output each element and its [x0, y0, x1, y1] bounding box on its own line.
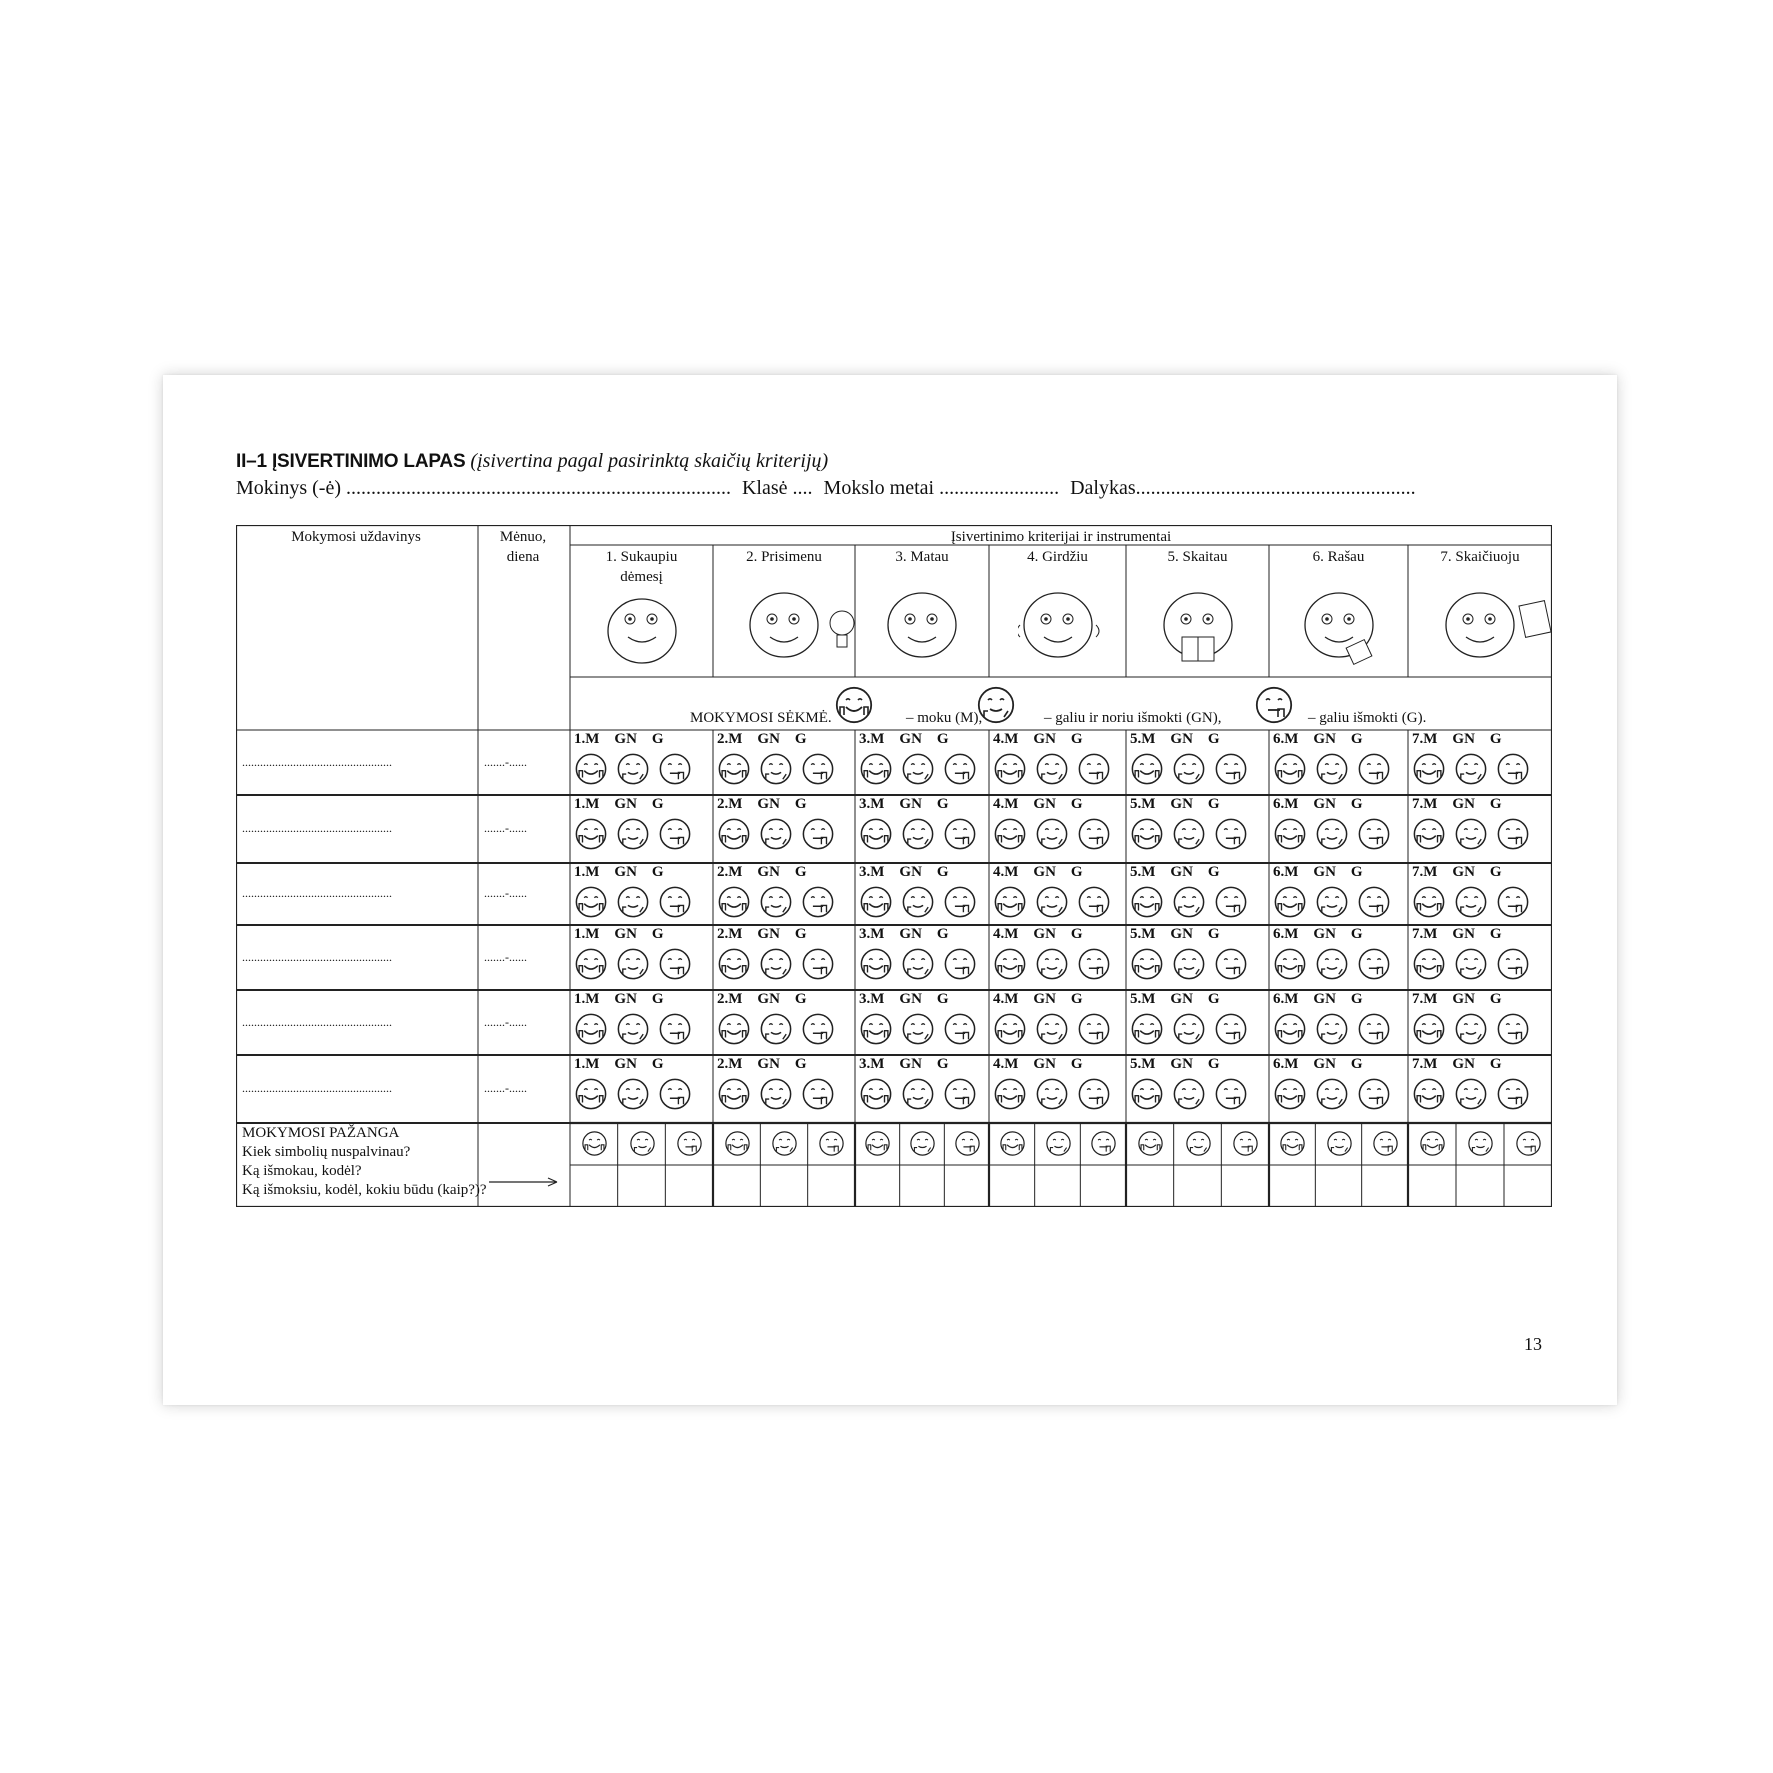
scale-label-5-1: 1.M GN G — [574, 991, 664, 1007]
legend-gn: – galiu ir noriu išmokti (GN), — [1044, 710, 1222, 726]
page-title — [236, 450, 828, 473]
scale-label-1-4: 4.M GN G — [993, 731, 1083, 747]
criterion-label-7: 7. Skaičiuoju — [1440, 549, 1520, 565]
progress-labels — [242, 1124, 487, 1200]
criteria-header: Įsivertinimo kriterijai ir instrumentai — [950, 529, 1172, 545]
scale-label-6-2: 2.M GN G — [717, 1056, 807, 1072]
scale-label-4-5: 5.M GN G — [1130, 926, 1220, 942]
scale-label-5-5: 5.M GN G — [1130, 991, 1220, 1007]
scale-label-2-2: 2.M GN G — [717, 796, 807, 812]
progress-question-2: Ką išmokau, kodėl? — [242, 1163, 362, 1179]
scale-label-6-6: 6.M GN G — [1273, 1056, 1363, 1072]
task-input-3[interactable]: .................................................. — [242, 886, 392, 900]
scale-label-6-7: 7.M GN G — [1412, 1056, 1502, 1072]
criterion-label-4: 4. Girdžiu — [1027, 549, 1088, 565]
scale-label-2-6: 6.M GN G — [1273, 796, 1363, 812]
scale-label-6-4: 4.M GN G — [993, 1056, 1083, 1072]
task-input-1[interactable]: .................................................. — [242, 754, 392, 769]
scale-label-5-2: 2.M GN G — [717, 991, 807, 1007]
student-meta-line — [236, 477, 1422, 500]
criterion-label-1-line2: dėmesį — [620, 569, 663, 585]
assessment-table — [236, 525, 1552, 1207]
scale-label-3-3: 3.M GN G — [859, 864, 949, 880]
date-input-4[interactable]: .......-...... — [484, 949, 527, 964]
legend-m: – moku (M), — [906, 710, 983, 726]
scale-label-3-4: 4.M GN G — [993, 864, 1083, 880]
scale-label-5-4: 4.M GN G — [993, 991, 1083, 1007]
scale-label-4-3: 3.M GN G — [859, 926, 949, 942]
scale-label-3-6: 6.M GN G — [1273, 864, 1363, 880]
scale-label-3-5: 5.M GN G — [1130, 864, 1220, 880]
legend-prefix: MOKYMOSI SĖKMĖ. — [690, 710, 832, 726]
task-input-2[interactable]: .................................................. — [242, 821, 392, 835]
date-input-2[interactable]: .......-...... — [484, 821, 527, 835]
title-bold: II–1 ĮSIVERTINIMO LAPAS — [236, 451, 466, 472]
scale-label-2-4: 4.M GN G — [993, 796, 1083, 812]
scale-label-1-2: 2.M GN G — [717, 731, 807, 747]
date-column-header-line1: Mėnuo, — [499, 529, 547, 545]
title-italic: (įsivertina pagal pasirinktą skaičių kriterijų) — [470, 450, 829, 472]
scale-label-6-5: 5.M GN G — [1130, 1056, 1220, 1072]
scale-label-1-3: 3.M GN G — [859, 731, 949, 747]
scale-label-4-7: 7.M GN G — [1412, 926, 1502, 942]
scale-label-5-7: 7.M GN G — [1412, 991, 1502, 1007]
task-column-header: Mokymosi uždavinys — [291, 529, 421, 545]
criterion-label-5: 5. Skaitau — [1167, 549, 1228, 565]
progress-question-1: Kiek simbolių nuspalvinau? — [242, 1144, 411, 1160]
school-year-field[interactable]: Mokslo metai ........................ — [823, 477, 1060, 499]
date-input-5[interactable]: .......-...... — [484, 1014, 527, 1029]
scale-label-4-2: 2.M GN G — [717, 926, 807, 942]
legend-g: – galiu išmokti (G). — [1308, 710, 1427, 726]
scale-label-3-7: 7.M GN G — [1412, 864, 1502, 880]
scale-label-5-6: 6.M GN G — [1273, 991, 1363, 1007]
subject-field[interactable]: Dalykas........................................................ — [1070, 477, 1416, 499]
scale-label-1-6: 6.M GN G — [1273, 731, 1363, 747]
task-input-6[interactable]: .................................................. — [242, 1081, 392, 1095]
scale-label-6-1: 1.M GN G — [574, 1056, 664, 1072]
scale-label-3-2: 2.M GN G — [717, 864, 807, 880]
criterion-label-1: 1. Sukaupiu — [605, 549, 678, 565]
progress-title: MOKYMOSI PAŽANGA — [242, 1125, 400, 1141]
student-field[interactable]: Mokinys (-ė) ............................................................................. — [236, 477, 731, 499]
scale-label-4-4: 4.M GN G — [993, 926, 1083, 942]
date-column-header-line2: diena — [506, 549, 540, 565]
scale-label-1-7: 7.M GN G — [1412, 731, 1502, 747]
date-input-6[interactable]: .......-...... — [484, 1081, 527, 1095]
scale-label-3-1: 1.M GN G — [574, 864, 664, 880]
class-field[interactable]: Klasė .... — [741, 477, 813, 499]
date-input-1[interactable]: .......-...... — [484, 754, 527, 769]
scale-label-5-3: 3.M GN G — [859, 991, 949, 1007]
scale-label-4-6: 6.M GN G — [1273, 926, 1363, 942]
scale-label-1-5: 5.M GN G — [1130, 731, 1220, 747]
criterion-label-3: 3. Matau — [895, 549, 949, 565]
scale-label-2-3: 3.M GN G — [859, 796, 949, 812]
page-number: 13 — [1524, 1334, 1542, 1354]
progress-question-3: Ką išmoksiu, kodėl, kokiu būdu (kaip?)? — [242, 1182, 487, 1198]
scale-label-4-1: 1.M GN G — [574, 926, 664, 942]
scale-label-2-7: 7.M GN G — [1412, 796, 1502, 812]
scale-label-6-3: 3.M GN G — [859, 1056, 949, 1072]
task-input-5[interactable]: .................................................. — [242, 1014, 392, 1029]
scale-label-2-1: 1.M GN G — [574, 796, 664, 812]
scale-label-2-5: 5.M GN G — [1130, 796, 1220, 812]
criterion-label-2: 2. Prisimenu — [746, 549, 822, 565]
scale-label-1-1: 1.M GN G — [574, 731, 664, 747]
task-input-4[interactable]: .................................................. — [242, 949, 392, 964]
date-input-3[interactable]: .......-...... — [484, 886, 527, 900]
arrow-right-icon — [489, 1178, 557, 1186]
criterion-label-6: 6. Rašau — [1312, 549, 1365, 565]
